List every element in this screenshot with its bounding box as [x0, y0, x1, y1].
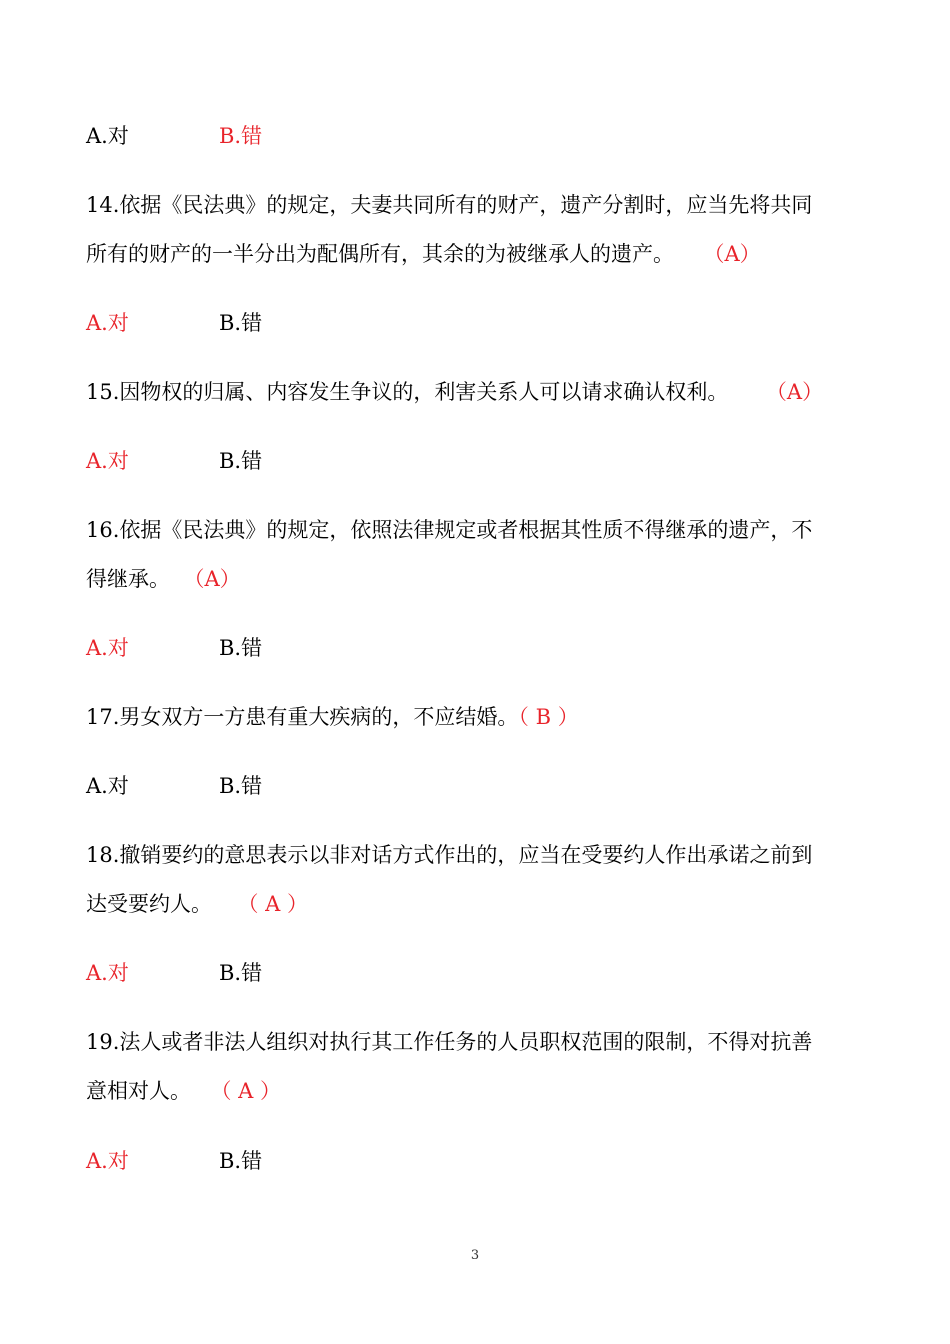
q17-options — [86, 771, 263, 801]
q15-text: 15.因物权的归属、内容发生争议的，利害关系人可以请求确认权利。 — [86, 380, 729, 404]
q16-option-a: A.对 — [86, 636, 129, 660]
q16-question-line2 — [86, 564, 241, 594]
q18-text: 达受要约人。 — [86, 892, 212, 916]
q19-text: 意相对人。 — [86, 1079, 191, 1103]
q15-options — [86, 446, 263, 476]
q16-text: 得继承。 — [86, 567, 170, 591]
q17-answer: （ B ） — [518, 705, 579, 729]
page-number: 3 — [470, 1248, 480, 1263]
q19-question-line2 — [86, 1076, 281, 1106]
q14-options — [86, 308, 263, 338]
q18-option-a: A.对 — [86, 961, 129, 985]
q14-question-line2 — [86, 239, 761, 269]
q16-option-b: B.错 — [219, 636, 263, 660]
q18-question-line2 — [86, 889, 308, 919]
q14-question-line1: 14.依据《民法典》的规定，夫妻共同所有的财产，遗产分割时，应当先将共同 — [86, 193, 813, 217]
q17-option-a: A.对 — [86, 774, 129, 798]
q18-answer: （ A ） — [248, 892, 309, 916]
q14-text: 所有的财产的一半分出为配偶所有，其余的为被继承人的遗产。 — [86, 242, 674, 266]
q13-option-a: A.对 — [86, 124, 129, 148]
q15-option-a: A.对 — [86, 449, 129, 473]
q15-answer: （A） — [776, 380, 824, 404]
q14-option-b: B.错 — [219, 311, 263, 335]
q15-option-b: B.错 — [219, 449, 263, 473]
q16-answer: （A） — [194, 567, 241, 591]
q19-option-a: A.对 — [86, 1149, 129, 1173]
q16-question-line1: 16.依据《民法典》的规定，依照法律规定或者根据其性质不得继承的遗产，不 — [86, 518, 813, 542]
q19-option-b: B.错 — [219, 1149, 263, 1173]
q14-answer: （A） — [714, 242, 761, 266]
q17-option-b: B.错 — [219, 774, 263, 798]
q16-options — [86, 633, 263, 663]
q13-option-b: B.错 — [219, 124, 263, 148]
q13-options — [86, 121, 263, 151]
q19-question-line1: 19.法人或者非法人组织对执行其工作任务的人员职权范围的限制，不得对抗善 — [86, 1030, 813, 1054]
q18-options — [86, 958, 263, 988]
q18-question-line1: 18.撤销要约的意思表示以非对话方式作出的，应当在受要约人作出承诺之前到 — [86, 843, 813, 867]
q17-text: 17.男女双方一方患有重大疾病的，不应结婚。 — [86, 705, 519, 729]
q17-question-line1 — [86, 702, 579, 732]
q19-options — [86, 1146, 263, 1176]
q14-option-a: A.对 — [86, 311, 129, 335]
q18-option-b: B.错 — [219, 961, 263, 985]
q19-answer: （ A ） — [221, 1079, 282, 1103]
q15-question-line1 — [86, 377, 823, 407]
